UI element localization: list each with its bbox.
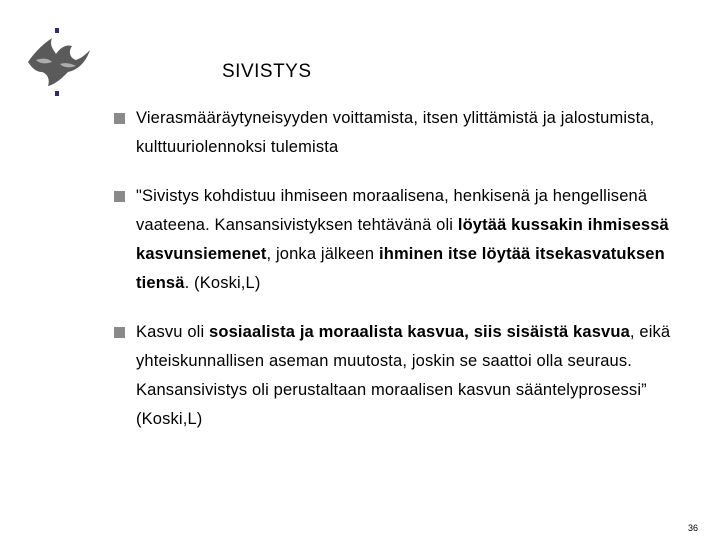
- bullet-text: Vierasmääräytyneisyyden voittamista, itsen ylittämistä ja jalostumista, kulttuuriolennoksi tulemista: [136, 109, 655, 156]
- bullet-text: , jonka jälkeen: [266, 245, 379, 263]
- bullet-list: [114, 104, 674, 434]
- bullet-item: [114, 318, 674, 434]
- bullet-square-icon: [114, 191, 125, 202]
- page-number: 36: [688, 523, 699, 533]
- bullet-text-bold: sosiaalista ja moraalista kasvua, siis sisäistä kasvua: [209, 323, 630, 341]
- university-logo-icon: [22, 28, 92, 96]
- bullet-square-icon: [114, 113, 125, 124]
- bullet-text: . (Koski,L): [184, 274, 261, 292]
- bullet-item: [114, 104, 674, 162]
- bullet-text-bold: ihminen itse löytää itsekasvatuksen tiensä: [136, 245, 665, 292]
- bullet-item: [114, 182, 674, 298]
- bullet-square-icon: [114, 327, 125, 338]
- bullet-text: Kasvu oli: [136, 323, 210, 341]
- bullet-text: , eikä yhteiskunnallisen aseman muutosta, joskin se saattoi olla seuraus. Kansansivistys oli perustaltaan moraalisen kasvun sääntelyprosessi” (Koski,L): [136, 323, 671, 428]
- slide-title: SIVISTYS: [222, 61, 312, 82]
- bullet-text: "Sivistys kohdistuu ihmiseen moraalisena, henkisenä ja hengellisenä vaateena. Kansansivistyksen tehtävänä oli: [136, 187, 648, 234]
- bullet-text-bold: löytää kussakin ihmisessä kasvunsiemenet: [136, 216, 669, 263]
